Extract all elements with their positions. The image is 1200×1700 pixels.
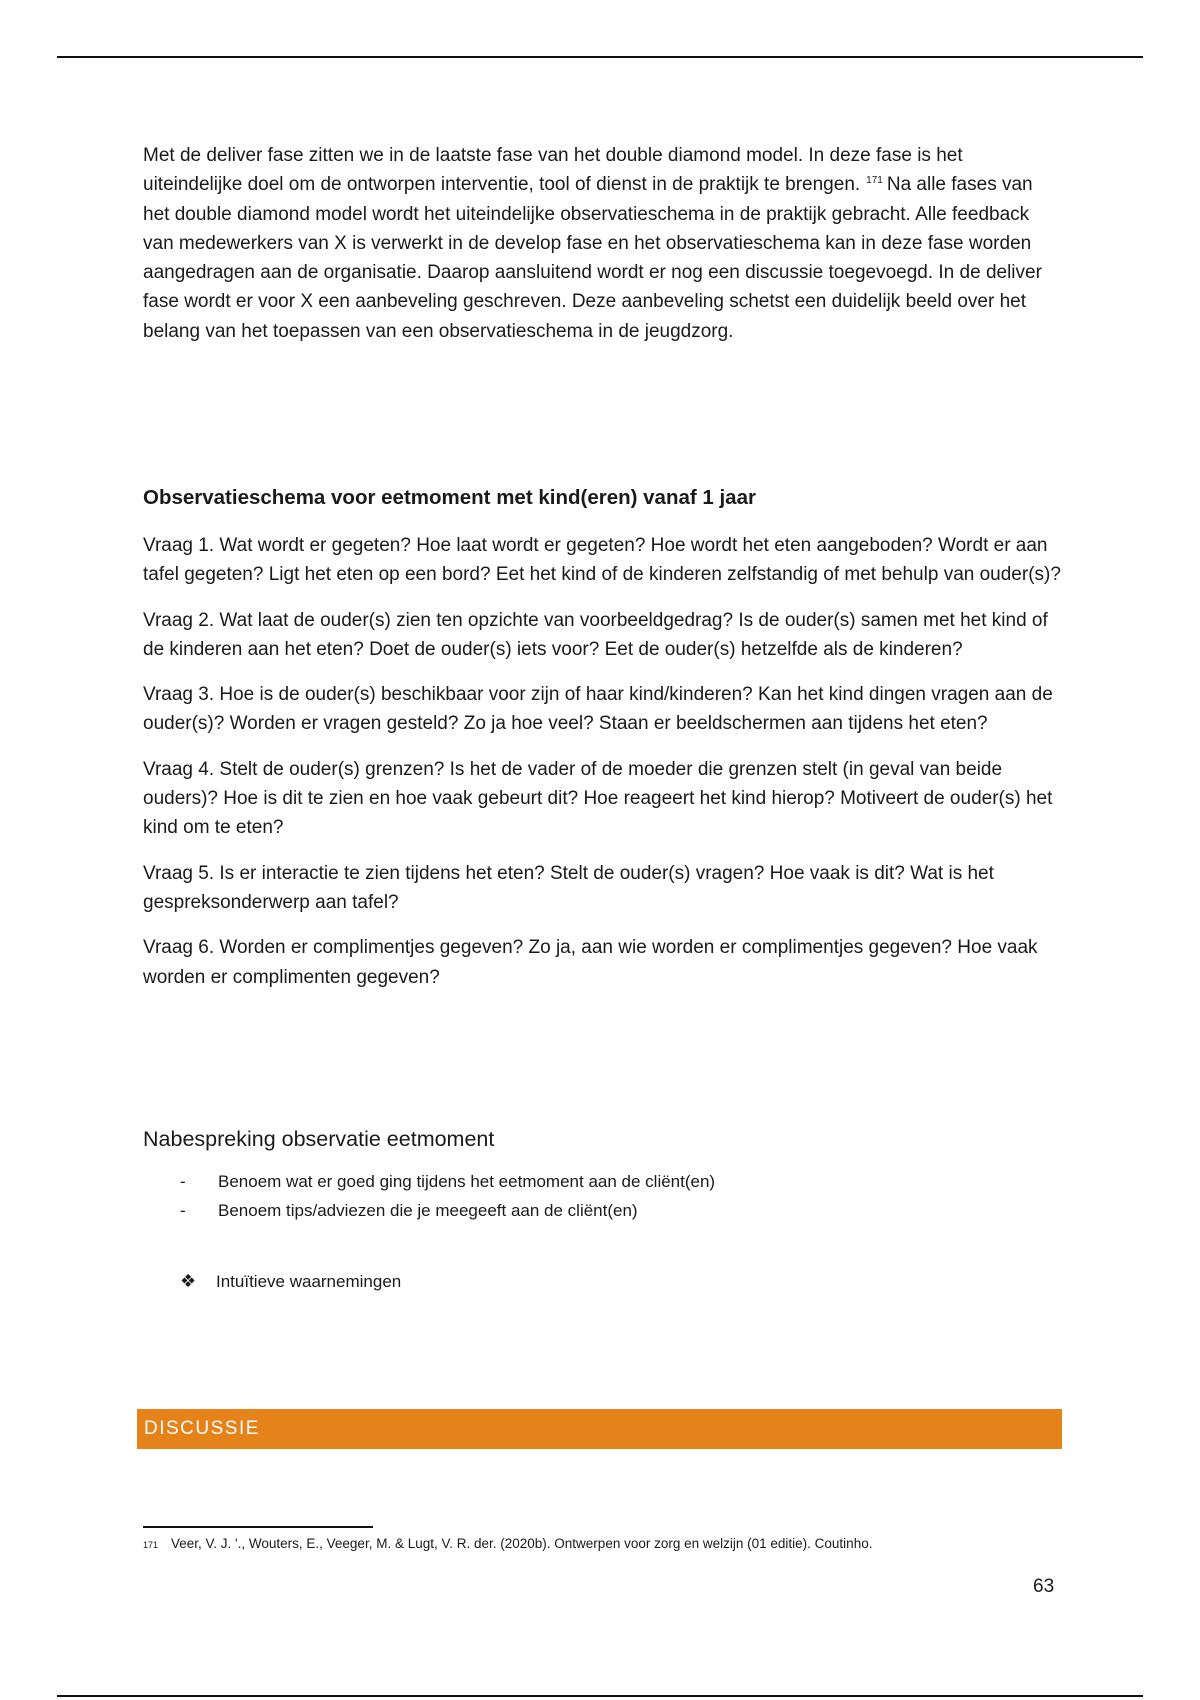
- list-item: [178, 1167, 715, 1196]
- page-number: 63: [1033, 1576, 1055, 1597]
- footer-rule: [57, 1695, 1143, 1697]
- footnote-number: 171: [143, 1540, 159, 1550]
- dash-bullet-icon: -: [180, 1172, 186, 1191]
- question-item: Vraag 6. Worden er complimentjes gegeven? Zo ja, aan wie worden er complimentjes gegeven? Hoe vaak worden er complimenten gegeven?: [143, 937, 1038, 988]
- question-item: Vraag 2. Wat laat de ouder(s) zien ten opzichte van voorbeeldgedrag? Is de ouder(s) samen met het kind of de kinderen aan het eten? Doet de ouder(s) iets voor? Eet de ouder(s) hetzelfde als de kinderen?: [143, 609, 1048, 660]
- intro-text-part1: Met de deliver fase zitten we in de laatste fase van het double diamond model. In deze fase is het uiteindelijke doel om de ontworpen interventie, tool of dienst in de praktijk te brengen.: [143, 145, 963, 196]
- footnote-reference[interactable]: 171: [866, 174, 883, 186]
- discussie-heading: DISCUSSIE: [144, 1418, 260, 1439]
- intro-text-part2: Na alle fases van het double diamond model wordt het uiteindelijke observatieschema in de praktijk gebracht. Alle feedback van medewerkers van X is verwerkt in de develop fase en het observatieschema kan in deze fase worden aangedragen aan de organisatie. Daarop aansluitend wordt er nog een discussie toegevoegd. In de deliver fase wordt er voor X een aanbeveling geschreven. Deze aanbeveling schetst een duidelijk beeld over het belang van het toepassen van een observatieschema in de jeugdzorg.: [143, 174, 1042, 342]
- header-rule: [57, 56, 1143, 58]
- schema-heading: Observatieschema voor eetmoment met kind(eren) vanaf 1 jaar: [143, 486, 756, 509]
- discussie-section-bar: [137, 1409, 1062, 1449]
- footnote: [143, 1536, 872, 1551]
- list-item-text: Benoem wat er goed ging tijdens het eetmoment aan de cliënt(en): [218, 1172, 716, 1191]
- footnote-text: Veer, V. J. '., Wouters, E., Veeger, M. & Lugt, V. R. der. (2020b). Ontwerpen voor zorg en welzijn (01 editie). Coutinho.: [171, 1536, 873, 1551]
- question-item: Vraag 1. Wat wordt er gegeten? Hoe laat wordt er gegeten? Hoe wordt het eten aangeboden? Wordt er aan tafel gegeten? Ligt het eten op een bord? Eet het kind of de kinderen zelfstandig of met behulp van ouder(s)?: [143, 535, 1061, 586]
- intro-section: [143, 141, 1063, 346]
- intro-paragraph: [143, 141, 1063, 346]
- diamond-item-text: Intuïtieve waarnemingen: [216, 1271, 402, 1291]
- question-item: Vraag 4. Stelt de ouder(s) grenzen? Is het de vader of de moeder die grenzen stelt (in geval van beide ouders)? Hoe is dit te zien en hoe vaak gebeurt dit? Hoe reageert het kind hierop? Motiveert de ouder(s) het kind om te eten?: [143, 758, 1053, 839]
- diamond-list-item: [180, 1271, 401, 1292]
- diamond-bullet-icon: ❖: [180, 1271, 197, 1291]
- question-item: Vraag 5. Is er interactie te zien tijdens het eten? Stelt de ouder(s) vragen? Hoe vaak is dit? Wat is het gespreksonderwerp aan tafel?: [143, 862, 994, 913]
- question-item: Vraag 3. Hoe is de ouder(s) beschikbaar voor zijn of haar kind/kinderen? Kan het kind dingen vragen aan de ouder(s)? Worden er vragen gesteld? Zo ja hoe veel? Staan er beeldschermen aan tijdens het eten?: [143, 684, 1053, 735]
- list-item: [178, 1196, 715, 1225]
- nabespreking-list: [178, 1167, 715, 1225]
- question-list: [143, 531, 1063, 1008]
- footnote-separator: [143, 1526, 373, 1528]
- list-item-text: Benoem tips/adviezen die je meegeeft aan de cliënt(en): [218, 1201, 638, 1220]
- nabespreking-heading: Nabespreking observatie eetmoment: [143, 1127, 495, 1151]
- dash-bullet-icon: -: [180, 1201, 186, 1220]
